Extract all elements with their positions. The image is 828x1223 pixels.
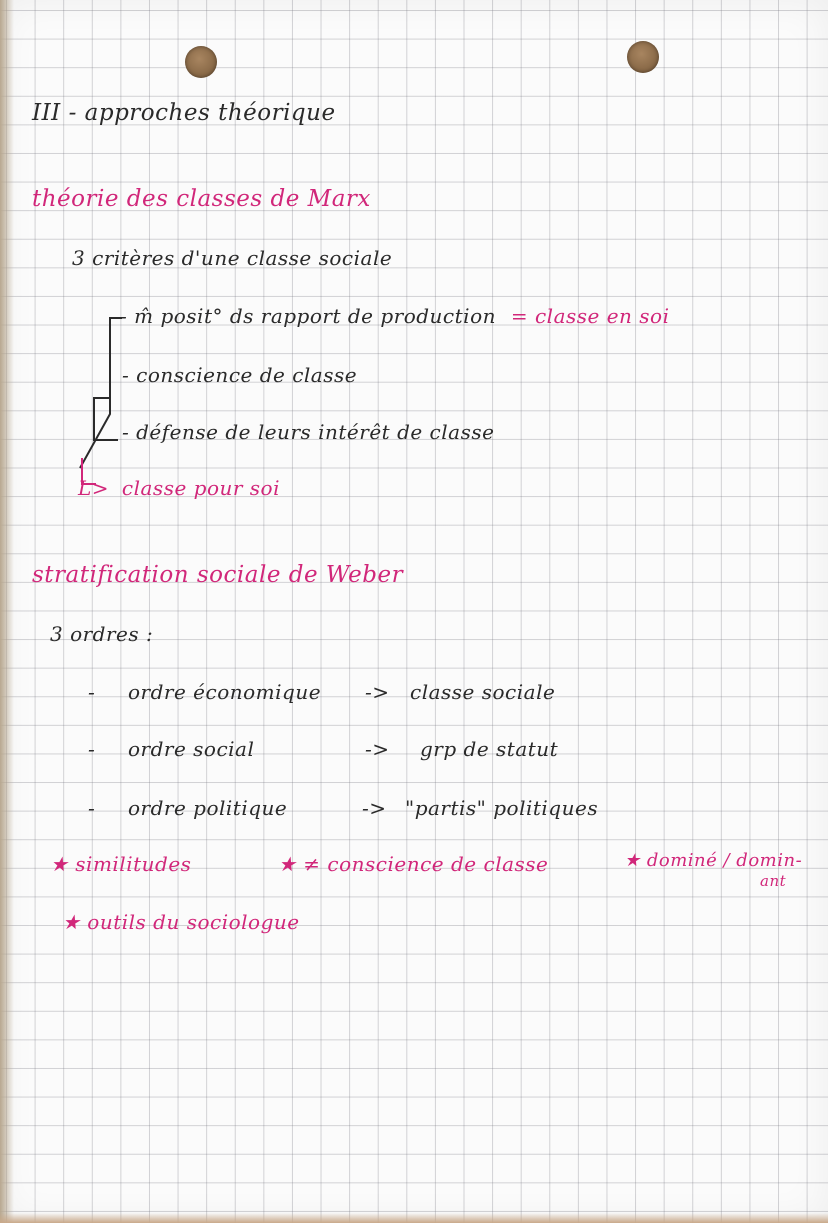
weber-orders-intro: 3 ordres : bbox=[50, 622, 154, 646]
marx-item-2: - conscience de classe bbox=[122, 363, 358, 387]
weber-order-2-label: ordre social bbox=[128, 737, 255, 761]
weber-order-2-target: grp de statut bbox=[420, 737, 559, 761]
marx-item-3: - défense de leurs intérêt de classe bbox=[122, 420, 495, 444]
weber-order-3-target: "partis" politiques bbox=[405, 796, 599, 820]
marx-title: théorie des classes de Marx bbox=[32, 186, 371, 212]
section-title: III - approches théorique bbox=[32, 100, 336, 126]
marx-result-arrow: L> bbox=[78, 476, 110, 500]
marx-item-1-text: - m̂ posit° ds rapport de production bbox=[120, 304, 496, 328]
weber-order-1-dash: - bbox=[88, 680, 96, 704]
marx-result bbox=[78, 476, 280, 500]
note-conscience: ★ ≠ conscience de classe bbox=[278, 852, 549, 876]
weber-order-3-arrow: -> bbox=[362, 796, 387, 820]
weber-order-1-label: ordre économique bbox=[128, 680, 322, 704]
weber-order-1-target: classe sociale bbox=[410, 680, 556, 704]
marx-result-text: classe pour soi bbox=[121, 476, 280, 500]
weber-order-3-label: ordre politique bbox=[128, 796, 288, 820]
note-domine-cont: ant bbox=[760, 872, 787, 890]
note-domine: ★ dominé / domin- bbox=[624, 850, 803, 871]
note-outils: ★ outils du sociologue bbox=[62, 910, 300, 934]
weber-title: stratification sociale de Weber bbox=[32, 562, 404, 588]
note-similitudes: ★ similitudes bbox=[50, 852, 192, 876]
marx-criteria-intro: 3 critères d'une classe sociale bbox=[72, 246, 393, 270]
weber-order-3-dash: - bbox=[88, 796, 96, 820]
marx-item-1-suffix: = classe en soi bbox=[510, 304, 670, 328]
weber-order-1-arrow: -> bbox=[365, 680, 390, 704]
weber-order-2-dash: - bbox=[88, 737, 96, 761]
weber-order-2-arrow: -> bbox=[365, 737, 390, 761]
marx-item-1 bbox=[120, 304, 670, 328]
